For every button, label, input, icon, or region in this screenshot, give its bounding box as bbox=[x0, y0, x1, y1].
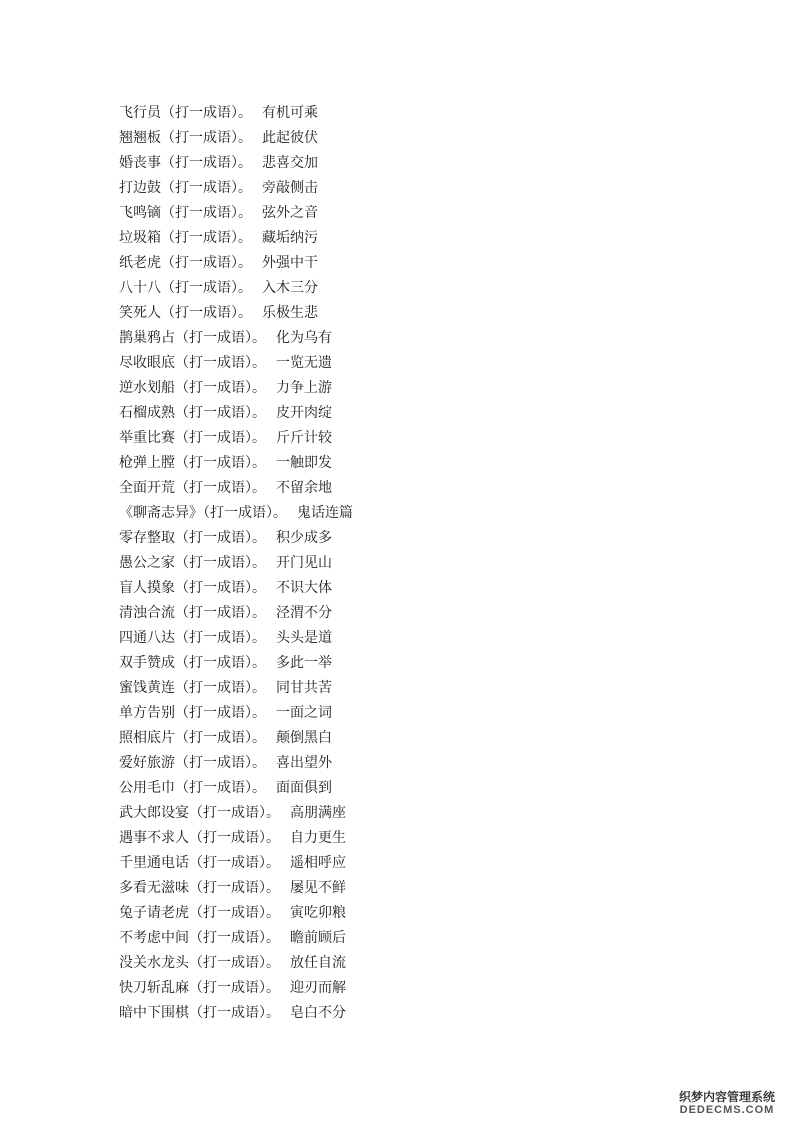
riddle-item bbox=[119, 951, 719, 976]
riddle-question: 《聊斋志异》（打一成语）。 bbox=[119, 505, 287, 521]
riddle-item bbox=[119, 401, 719, 426]
riddle-answer: 悲喜交加 bbox=[262, 155, 318, 171]
riddle-question: 照相底片（打一成语）。 bbox=[119, 730, 266, 746]
riddle-item bbox=[119, 976, 719, 1001]
riddle-question: 武大郎设宴（打一成语）。 bbox=[119, 805, 280, 821]
riddle-item bbox=[119, 751, 719, 776]
riddle-question: 枪弹上膛（打一成语）。 bbox=[119, 455, 266, 471]
riddle-answer: 此起彼伏 bbox=[262, 130, 318, 146]
riddle-answer: 化为乌有 bbox=[276, 330, 332, 346]
riddle-answer: 鬼话连篇 bbox=[297, 505, 353, 521]
riddle-answer: 积少成多 bbox=[276, 530, 332, 546]
riddle-question: 双手赞成（打一成语）。 bbox=[119, 655, 266, 671]
riddle-question: 翘翘板（打一成语）。 bbox=[119, 130, 252, 146]
riddle-answer: 一面之词 bbox=[276, 705, 332, 721]
riddle-question: 暗中下围棋（打一成语）。 bbox=[119, 1005, 280, 1021]
riddle-question: 快刀斩乱麻（打一成语）。 bbox=[119, 980, 280, 996]
riddle-answer: 不留余地 bbox=[276, 480, 332, 496]
riddle-item bbox=[119, 901, 719, 926]
riddle-item bbox=[119, 351, 719, 376]
riddle-answer: 头头是道 bbox=[276, 630, 332, 646]
riddle-question: 蜜饯黄连（打一成语）。 bbox=[119, 680, 266, 696]
riddle-answer: 入木三分 bbox=[262, 280, 318, 296]
riddle-item bbox=[119, 201, 719, 226]
riddle-question: 石榴成熟（打一成语）。 bbox=[119, 405, 266, 421]
riddle-item bbox=[119, 501, 719, 526]
riddle-item bbox=[119, 876, 719, 901]
riddle-item bbox=[119, 626, 719, 651]
riddle-answer: 寅吃卯粮 bbox=[290, 905, 346, 921]
riddle-item bbox=[119, 1001, 719, 1026]
riddle-question: 全面开荒（打一成语）。 bbox=[119, 480, 266, 496]
riddle-answer: 放任自流 bbox=[290, 955, 346, 971]
riddle-item bbox=[119, 476, 719, 501]
riddle-answer: 颠倒黑白 bbox=[276, 730, 332, 746]
riddle-item bbox=[119, 151, 719, 176]
riddle-question: 单方告别（打一成语）。 bbox=[119, 705, 266, 721]
riddle-item bbox=[119, 376, 719, 401]
site-watermark bbox=[672, 1091, 782, 1117]
riddle-answer: 多此一举 bbox=[276, 655, 332, 671]
riddle-item bbox=[119, 676, 719, 701]
riddle-answer: 泾渭不分 bbox=[276, 605, 332, 621]
riddle-answer: 皂白不分 bbox=[290, 1005, 346, 1021]
riddle-item bbox=[119, 826, 719, 851]
riddle-question: 遇事不求人（打一成语）。 bbox=[119, 830, 280, 846]
riddle-item bbox=[119, 801, 719, 826]
riddle-question: 婚丧事（打一成语）。 bbox=[119, 155, 252, 171]
riddle-question: 没关水龙头（打一成语）。 bbox=[119, 955, 280, 971]
watermark-text-cn: 织梦内容管理系统 bbox=[678, 1089, 775, 1104]
riddle-item bbox=[119, 776, 719, 801]
riddle-answer: 皮开肉绽 bbox=[276, 405, 332, 421]
riddle-question: 千里通电话（打一成语）。 bbox=[119, 855, 280, 871]
riddle-answer: 一触即发 bbox=[276, 455, 332, 471]
riddle-item bbox=[119, 251, 719, 276]
riddle-question: 垃圾箱（打一成语）。 bbox=[119, 230, 252, 246]
riddle-item bbox=[119, 701, 719, 726]
riddle-question: 四通八达（打一成语）。 bbox=[119, 630, 266, 646]
riddle-question: 清浊合流（打一成语）。 bbox=[119, 605, 266, 621]
riddle-question: 笑死人（打一成语）。 bbox=[119, 305, 252, 321]
riddle-item bbox=[119, 551, 719, 576]
riddle-item bbox=[119, 226, 719, 251]
riddle-question: 尽收眼底（打一成语）。 bbox=[119, 355, 266, 371]
riddle-question: 不考虑中间（打一成语）。 bbox=[119, 930, 280, 946]
riddle-answer: 一览无遗 bbox=[276, 355, 332, 371]
riddle-item bbox=[119, 451, 719, 476]
riddle-item bbox=[119, 851, 719, 876]
riddle-item bbox=[119, 726, 719, 751]
riddle-answer: 藏垢纳污 bbox=[262, 230, 318, 246]
riddle-question: 愚公之家（打一成语）。 bbox=[119, 555, 266, 571]
riddle-question: 飞鸣镝（打一成语）。 bbox=[119, 205, 252, 221]
riddle-answer: 同甘共苦 bbox=[276, 680, 332, 696]
riddle-answer: 瞻前顾后 bbox=[290, 930, 346, 946]
riddle-item bbox=[119, 601, 719, 626]
riddle-question: 纸老虎（打一成语）。 bbox=[119, 255, 252, 271]
riddle-question: 多看无滋味（打一成语）。 bbox=[119, 880, 280, 896]
riddle-answer: 外强中干 bbox=[262, 255, 318, 271]
riddle-answer: 弦外之音 bbox=[262, 205, 318, 221]
riddle-answer: 迎刃而解 bbox=[290, 980, 346, 996]
riddle-item bbox=[119, 126, 719, 151]
riddle-item bbox=[119, 651, 719, 676]
riddle-question: 逆水划船（打一成语）。 bbox=[119, 380, 266, 396]
riddle-question: 飞行员（打一成语）。 bbox=[119, 105, 252, 121]
riddle-item bbox=[119, 426, 719, 451]
riddle-list bbox=[119, 101, 719, 1026]
riddle-item bbox=[119, 526, 719, 551]
riddle-item bbox=[119, 301, 719, 326]
riddle-question: 八十八（打一成语）。 bbox=[119, 280, 252, 296]
riddle-item bbox=[119, 176, 719, 201]
riddle-question: 零存整取（打一成语）。 bbox=[119, 530, 266, 546]
riddle-answer: 力争上游 bbox=[276, 380, 332, 396]
riddle-answer: 面面俱到 bbox=[276, 780, 332, 796]
riddle-item bbox=[119, 276, 719, 301]
riddle-answer: 开门见山 bbox=[276, 555, 332, 571]
riddle-question: 打边鼓（打一成语）。 bbox=[119, 180, 252, 196]
riddle-answer: 自力更生 bbox=[290, 830, 346, 846]
watermark-text-en: DEDECMS.COM bbox=[679, 1104, 775, 1117]
riddle-question: 兔子请老虎（打一成语）。 bbox=[119, 905, 280, 921]
riddle-answer: 有机可乘 bbox=[262, 105, 318, 121]
riddle-question: 举重比赛（打一成语）。 bbox=[119, 430, 266, 446]
riddle-answer: 不识大体 bbox=[276, 580, 332, 596]
riddle-answer: 高朋满座 bbox=[290, 805, 346, 821]
riddle-item bbox=[119, 926, 719, 951]
riddle-answer: 屡见不鲜 bbox=[290, 880, 346, 896]
riddle-answer: 喜出望外 bbox=[276, 755, 332, 771]
riddle-question: 公用毛巾（打一成语）。 bbox=[119, 780, 266, 796]
riddle-question: 爱好旅游（打一成语）。 bbox=[119, 755, 266, 771]
riddle-question: 鹊巢鸦占（打一成语）。 bbox=[119, 330, 266, 346]
riddle-item bbox=[119, 101, 719, 126]
riddle-question: 盲人摸象（打一成语）。 bbox=[119, 580, 266, 596]
riddle-answer: 遥相呼应 bbox=[290, 855, 346, 871]
riddle-answer: 斤斤计较 bbox=[276, 430, 332, 446]
riddle-answer: 乐极生悲 bbox=[262, 305, 318, 321]
riddle-answer: 旁敲侧击 bbox=[262, 180, 318, 196]
riddle-item bbox=[119, 326, 719, 351]
riddle-item bbox=[119, 576, 719, 601]
